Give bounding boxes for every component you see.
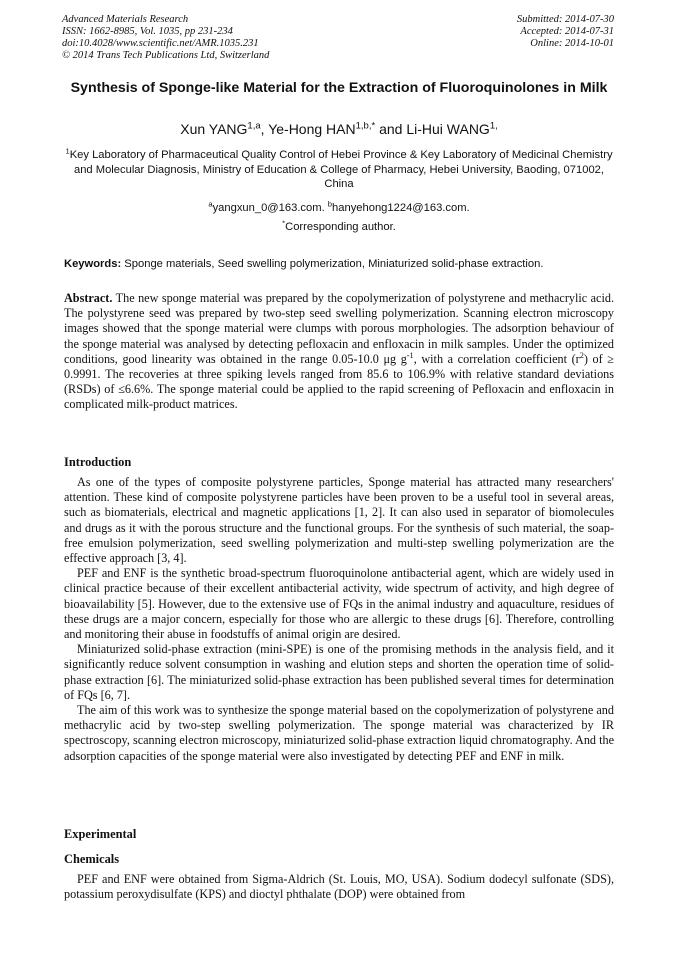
author-superscript: 1,b,* <box>355 120 376 132</box>
abstract-label: Abstract. <box>64 291 113 305</box>
email-superscript: a <box>208 199 213 209</box>
email-link[interactable]: hanyehong1224@163.com. <box>332 202 470 214</box>
doi-line: doi:10.4028/www.scientific.net/AMR.1035.231 <box>62 38 259 49</box>
chemicals-paragraph: PEF and ENF were obtained from Sigma-Aldrich (St. Louis, MO, USA). Sodium dodecyl sulfonate (SDS), potassium peroxydisulfate (KPS) and dioctyl phthalate (DOP) were obtained from <box>64 872 614 902</box>
corresponding-note <box>56 220 622 234</box>
intro-paragraph: As one of the types of composite polystyrene particles, Sponge material has attracted many researchers' attention. These kind of composite polystyrene particles have been proven to be a useful tool in several areas, such as biomaterials, electrical and magnetic applications [1, 2]. It can also used in separator of biomolecules and drugs as it with the porous structure and the functional groups. For the synthesis of such material, the soap-free emulsion polymerization, seed swelling polymerization and multi-step swelling polymerization are the effective approach [3, 4]. <box>64 475 614 566</box>
introduction-body <box>64 475 614 764</box>
experimental-heading: Experimental <box>64 827 137 841</box>
affiliation <box>62 148 616 192</box>
author-name: Ye-Hong HAN <box>268 121 356 137</box>
email-link[interactable]: yangxun_0@163.com. <box>212 202 328 214</box>
author-superscript: 1, <box>489 120 498 132</box>
author-list <box>56 120 622 138</box>
abstract-superscript: 2 <box>579 350 584 360</box>
abstract-superscript: -1 <box>406 350 414 360</box>
affiliation-superscript: 1 <box>65 146 70 156</box>
affiliation-text: Key Laboratory of Pharmaceutical Quality Control of Hebei Province & Key Laboratory of Medicinal Chemistry and Molecular Diagnosis, Ministry of Education & College of Pharmacy, Hebei University, Baoding, 071002, China <box>69 149 613 190</box>
abstract <box>64 291 614 413</box>
author-separator: and <box>375 121 407 137</box>
journal-name: Advanced Materials Research <box>62 14 189 25</box>
introduction-heading: Introduction <box>64 455 132 469</box>
paper-title: Synthesis of Sponge-like Material for the Extraction of Fluoroquinolones in Milk <box>70 80 608 96</box>
author-separator: , <box>260 121 269 137</box>
keywords-label: Keywords: <box>64 258 122 270</box>
author-superscript: 1,a <box>247 120 261 132</box>
keywords <box>64 257 618 271</box>
intro-paragraph: The aim of this work was to synthesize the sponge material based on the copolymerization of polystyrene and methacrylic acid by two-step swelling polymerization. The sponge material was characterized by IR spectroscopy, scanning electron microscopy, miniaturized solid-phase extraction liquid chromatography. And the adsorption capacities of the sponge material were also investigated by detecting PEF and ENF in milk. <box>64 703 614 763</box>
abstract-text: The new sponge material was prepared by the copolymerization of polystyrene and methacrylic acid. The polystyrene seed was prepared by two-step seed swelling polymerization. Scanning electron microscopy images showed that the sponge material were clumps with porous morphologies. The adsorption behaviour of the sponge material was analysed by detecting pefloxacin and enfloxacin in milk samples. Under the optimized conditions, good linearity was obtained in the range 0.05-10.0 μg g <box>64 291 614 366</box>
corresponding-superscript: * <box>282 218 286 228</box>
intro-paragraph: PEF and ENF is the synthetic broad-spectrum fluoroquinolone antibacterial agent, which are widely used in clinical practice because of their excellent antibacterial activity, wide spectrum of activity, and high degree of bioavailability [5]. However, due to the extensive use of FQs in the animal industry and aquaculture, residues of these drugs are a major concern, especially for those who are allergic to these drugs [6]. Therefore, controlling and monitoring their abuse in foodstuffs of animal origin are desired. <box>64 566 614 642</box>
chemicals-body <box>64 872 614 902</box>
email-superscript: b <box>327 199 333 209</box>
accepted-date: Accepted: 2014-07-31 <box>520 26 614 37</box>
online-date: Online: 2014-10-01 <box>530 38 614 49</box>
intro-paragraph: Miniaturized solid-phase extraction (mini-SPE) is one of the promising methods in the analysis field, and it significantly reduce solvent consumption in washing and elution steps and shorten the operation time of solid-phase extraction [6]. The miniaturized solid-phase extraction has been published several times for determination of FQs [6, 7]. <box>64 642 614 702</box>
copyright-line: © 2014 Trans Tech Publications Ltd, Switzerland <box>62 50 270 61</box>
corresponding-text: Corresponding author. <box>285 221 396 233</box>
dates-info <box>517 14 614 50</box>
submitted-date: Submitted: 2014-07-30 <box>516 14 614 25</box>
author-name: Li-Hui WANG <box>406 121 490 137</box>
chemicals-subheading: Chemicals <box>64 852 120 866</box>
author-emails <box>56 201 622 215</box>
abstract-text: ) of ≥ 0.9991. The recoveries at three spiking levels ranged from 85.6 to 106.9% with relative standard deviations (RSDs) of ≤6.6%. The sponge material could be applied to the rapid screening of Pefloxacin and enfloxacin in complicated milk-product matrices. <box>64 351 614 412</box>
author-name: Xun YANG <box>180 121 248 137</box>
abstract-text: , with a correlation coefficient (r <box>413 351 580 366</box>
keywords-text: Sponge materials, Seed swelling polymerization, Miniaturized solid-phase extraction. <box>121 258 544 270</box>
issn-line: ISSN: 1662-8985, Vol. 1035, pp 231-234 <box>62 26 233 37</box>
journal-info <box>62 14 269 62</box>
